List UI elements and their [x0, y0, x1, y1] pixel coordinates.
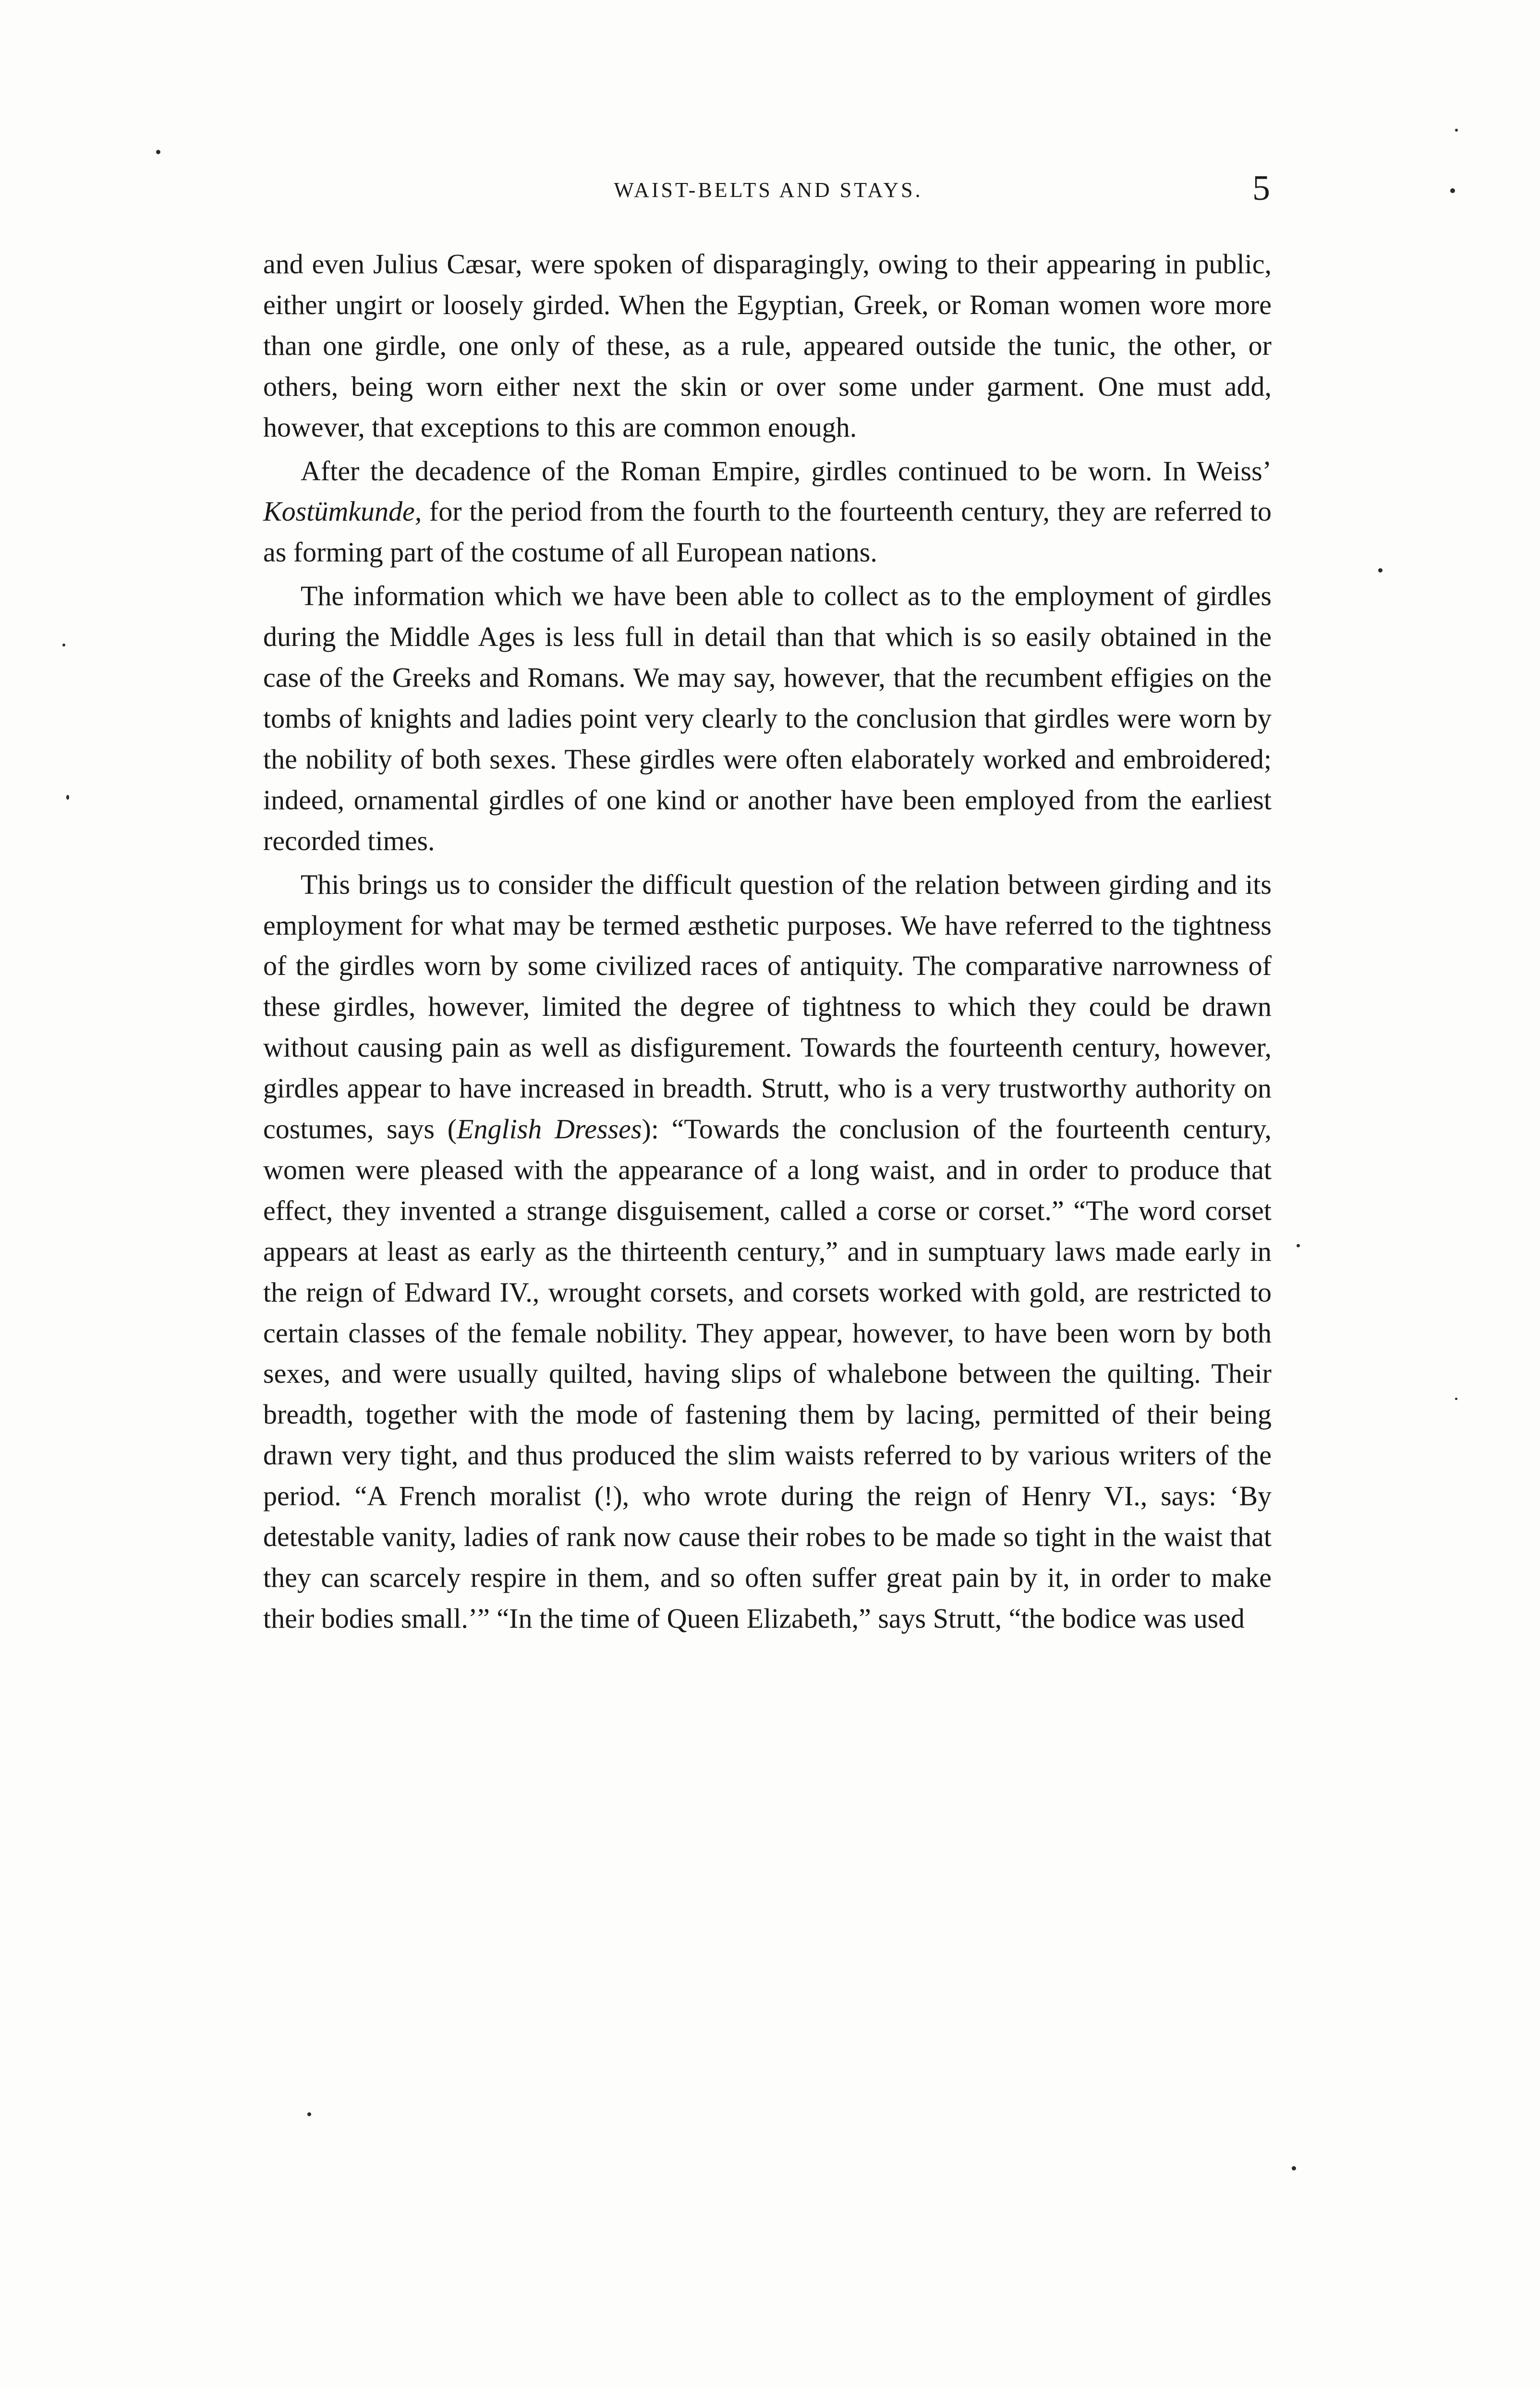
print-speck [1297, 1244, 1300, 1247]
body-text [263, 244, 1272, 1642]
italic-book-title: Kostümkunde, [263, 496, 422, 527]
print-speck [156, 150, 160, 154]
paragraph-2-text-after: for the period from the fourth to the fourteenth century, they are referred to as forming part of the costume of all European nations. [263, 496, 1272, 568]
print-speck [62, 644, 65, 646]
page-number: 5 [1252, 169, 1270, 208]
print-speck [1378, 568, 1382, 573]
print-speck [1455, 1398, 1457, 1400]
paragraph-2-text-before: After the decadence of the Roman Empire, girdles continued to be worn. In Weiss’ [301, 455, 1272, 487]
paragraph-2 [263, 451, 1272, 573]
paragraph-3: The information which we have been able to collect as to the employment of girdles during the Middle Ages is less full in detail than that which is so easily obtained in the case of the Greeks and Romans. We may say, however, that the recumbent effigies on the tombs of knights and ladies point very clearly to the conclusion that girdles were worn by the nobility of both sexes. These girdles were often elaborately worked and embroidered; indeed, ornamental girdles of one kind or another have been employed from the earliest recorded times. [263, 580, 1272, 856]
print-speck [307, 2112, 311, 2116]
print-speck [1455, 129, 1458, 132]
print-speck [66, 795, 69, 800]
italic-book-title: English Dresses [457, 1113, 642, 1145]
paragraph-4-text-before: This brings us to consider the difficult question of the relation between girding and its employment for what may be termed æsthetic purposes. We have referred to the tightness of the girdles worn by some civilized races of antiquity. The comparative narrowness of these girdles, however, limited the degree of tightness to which they could be drawn without causing pain as well as disfigurement. Towards the fourteenth century, however, girdles appear to have increased in breadth. Strutt, who is a very trustworthy authority on costumes, says ( [263, 868, 1272, 1145]
print-speck [1292, 2166, 1296, 2170]
paragraph-1: and even Julius Cæsar, were spoken of disparagingly, owing to their appearing in public, either ungirt or loosely girded. When the Egyptian, Greek, or Roman women wore more than one girdle, one only of these, as a rule, appeared outside the tunic, the other, or others, being worn either next the skin or over some under garment. One must add, however, that exceptions to this are common enough. [263, 248, 1272, 443]
paragraph-4-text-after: ): “Towards the conclusion of the fourteenth century, women were pleased with the appearance of a long waist, and in order to produce that effect, they invented a strange disguisement, called a corse or corset.” “The word corset appears at least as early as the thirteenth century,” and in sumptuary laws made early in the reign of Edward IV., wrought corsets, and corsets worked with gold, are restricted to certain classes of the female nobility. They appear, however, to have been worn by both sexes, and were usually quilted, having slips of whalebone between the quilting. Their breadth, together with the mode of fastening them by lacing, permitted of their being drawn very tight, and thus produced the slim waists referred to by various writers of the period. “A French moralist (!), who wrote during the reign of Henry VI., says: ‘By detestable vanity, ladies of rank now cause their robes to be made so tight in the waist that they can scarcely respire in them, and so often suffer great pain by it, in order to make their bodies small.’” “In the time of Queen Elizabeth,” says Strutt, “the bodice was used [263, 1113, 1272, 1634]
print-speck [1450, 188, 1455, 193]
running-header [267, 169, 1270, 212]
running-title: WAIST-BELTS AND STAYS. [614, 178, 923, 202]
paragraph-4 [263, 865, 1272, 1639]
